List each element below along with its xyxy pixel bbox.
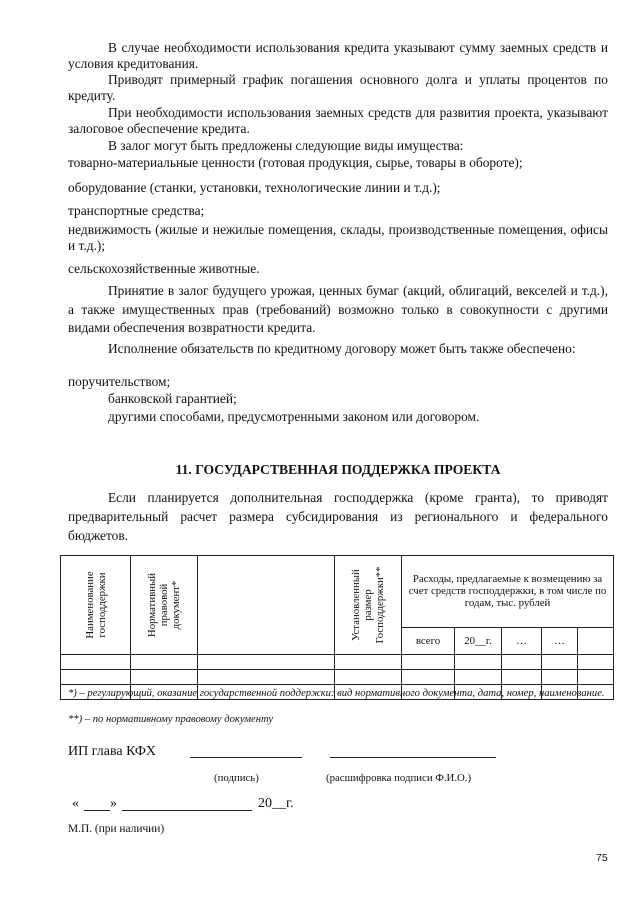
date-open-quote: « [72,796,79,811]
date-month-line [122,810,252,811]
paragraph-credit-sum: В случае необходимости использования кредита указывают сумму заемных средств и условия кредитования. [68,40,608,72]
subsidy-table [60,555,614,700]
header-support-name: Наименование господдержки [61,556,131,655]
list-item-suretyship: поручительством; [68,374,171,389]
list-item-inventory: товарно-материальные ценности (готовая продукция, сырье, товары в обороте); [68,155,523,170]
list-item-vehicles: транспортные средства; [68,203,205,218]
signature-title: ИП глава КФХ [68,744,156,759]
list-item-other-methods: другими способами, предусмотренными законом или договором. [108,409,480,424]
decoding-line [330,757,496,758]
header-expenses: Расходы, предлагаемые к возмещению за счет средств господдержки, в том числе по годам, тыс. рублей [402,556,614,628]
table-row [61,670,614,685]
stamp-note: М.П. (при наличии) [68,823,165,835]
subheader-dots-2: … [542,627,578,654]
page-number: 75 [596,852,608,864]
subheader-empty [578,627,614,654]
paragraph-collateral: При необходимости использования заемных средств для развития проекта, указывают залоговое обеспечение кредита. [68,105,608,137]
section-intro: Если планируется дополнительная господдержка (кроме гранта), то приводят предварительный расчет размера субсидирования из регионального и федерального бюджетов. [68,490,608,543]
table-row [61,655,614,670]
header-normative-document: Нормативный правовой документ* [131,556,198,655]
footnote-normative: **) – по нормативному правовому документу [68,714,274,725]
signature-caption: (подпись) [214,772,259,784]
section-heading: 11. ГОСУДАРСТВЕННАЯ ПОДДЕРЖКА ПРОЕКТА [175,462,501,477]
list-item-bank-guarantee: банковской гарантией; [108,391,237,406]
subheader-total: всего [402,627,455,654]
footnote-regulating: *) – регулирующий, оказание государственной поддержки: вид нормативного документа, дата, номер, наименование. [68,688,605,699]
date-year: 20__г. [258,796,294,811]
list-item-equipment: оборудование (станки, установки, технологические линии и т.д.); [68,180,441,195]
paragraph-pledge-types: В залог могут быть предложены следующие виды имущества: [108,138,464,153]
subheader-year: 20__г. [455,627,502,654]
paragraph-future-harvest: Принятие в залог будущего урожая, ценных бумаг (акций, облигаций, векселей и т.д.), а также имущественных прав (требований) возможно только в совокупности с другими видами обеспечения возвратности кредита. [68,283,608,335]
paragraph-obligations: Исполнение обязательств по кредитному договору может быть также обеспечено: [108,341,576,356]
header-blank [198,556,335,655]
paragraph-repayment-schedule: Приводят примерный график погашения основного долга и уплаты процентов по кредиту. [68,72,608,104]
date-day-line [84,810,110,811]
subheader-dots-1: … [502,627,542,654]
list-item-livestock: сельскохозяйственные животные. [68,261,260,276]
header-support-size: Установленный размер Господдержки** [335,556,402,655]
signature-line [190,757,302,758]
list-item-real-estate: недвижимость (жилые и нежилые помещения, склады, производственные помещения, офисы и т.д.); [68,222,608,254]
decoding-caption: (расшифровка подписи Ф.И.О.) [326,772,472,784]
date-close-quote: » [110,796,117,811]
